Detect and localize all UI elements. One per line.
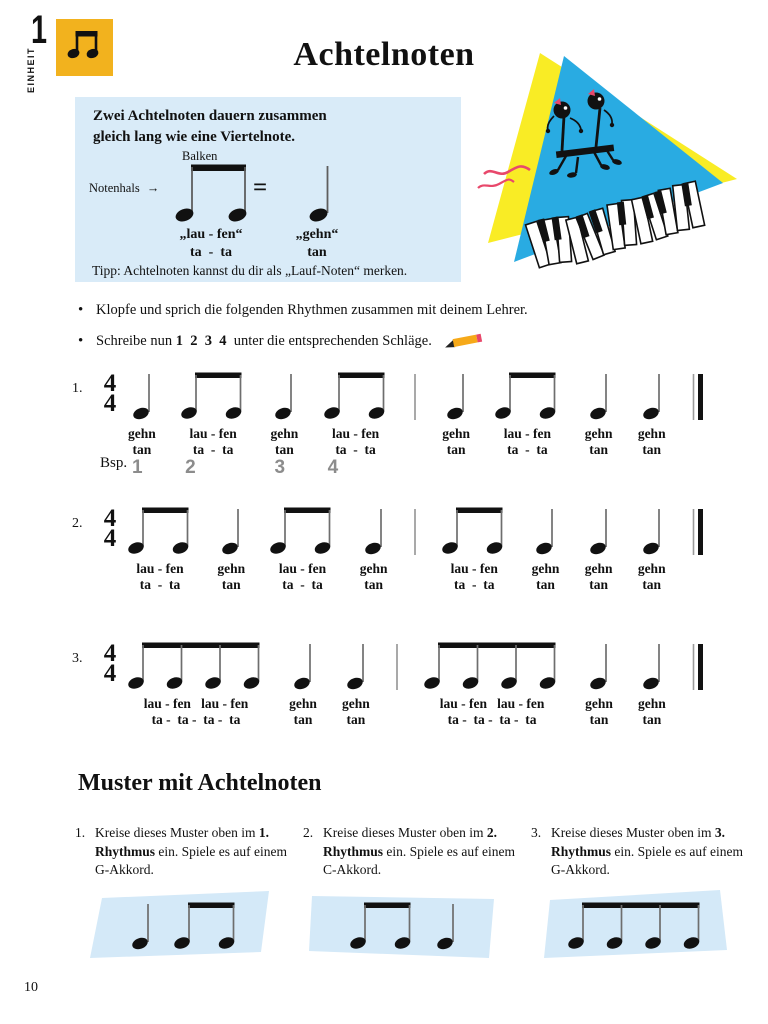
- final-group: [691, 641, 704, 727]
- eighth-note-pair-icon: [128, 506, 192, 556]
- barline-group: [413, 371, 417, 478]
- quarter-group: gehn tan 1: [128, 371, 156, 478]
- info-heading-line2: gleich lang wie eine Viertelnote.: [93, 129, 296, 145]
- bullet-2: • Schreibe nun 1 2 3 4 unter die entsprechenden Schläge.: [78, 329, 698, 353]
- quarter-note-icon: [291, 641, 315, 691]
- quarter-note-icon: [640, 641, 664, 691]
- muster-pattern-1: [88, 886, 278, 966]
- quarter-group: gehn tan: [585, 371, 613, 478]
- time-signature: 4 4: [103, 640, 117, 687]
- page-number: 10: [24, 980, 38, 995]
- pair-group: lau - fen ta - ta: [270, 506, 334, 592]
- four-eighth-notes-icon: [424, 641, 560, 691]
- instructions: [78, 300, 698, 362]
- pair-syllables: ta - ta: [190, 245, 232, 260]
- balken-label: Balken: [182, 149, 218, 163]
- arrow-icon: →: [146, 181, 160, 195]
- final-group: [691, 371, 704, 478]
- bullet-icon: •: [78, 302, 84, 318]
- quarter-group: gehn tan: [585, 506, 613, 592]
- quarter-group: gehn tan: [638, 371, 666, 478]
- pencil-icon: [442, 331, 484, 355]
- quarter-group: gehn tan: [342, 641, 370, 727]
- equals-sign: =: [253, 174, 268, 201]
- muster-instruction-3: 3. Kreise dieses Muster oben im 3. Rhythmus ein. Spiele es auf einem G-Akkord.: [531, 825, 743, 877]
- running-notes-illustration: [476, 26, 768, 278]
- rhythm-row-2: [72, 506, 704, 616]
- pair-group: lau - fen ta - ta: [442, 506, 506, 592]
- quarter-group: gehn tan: [289, 641, 317, 727]
- four-eighth-notes-icon: [128, 641, 264, 691]
- quarter-group: gehn tan: [638, 641, 666, 727]
- rhythm-row-3: [72, 641, 704, 751]
- final-barline-icon: [691, 644, 704, 690]
- time-signature: 4 4: [103, 505, 117, 552]
- rhythm-number: 3.: [72, 651, 83, 666]
- pair-group: lau - fen ta - ta 2: [181, 371, 245, 478]
- rhythm-number: 2.: [72, 516, 83, 531]
- quarter-group: gehn tan: [638, 506, 666, 592]
- quarter-note-icon: [640, 506, 664, 556]
- barline-group: [395, 641, 399, 727]
- barline-icon: [413, 374, 417, 420]
- eighth-note-pair-icon: [270, 506, 334, 556]
- eighth-note-pair-icon: [495, 371, 559, 421]
- final-barline-icon: [691, 509, 704, 555]
- bullet-icon: •: [78, 333, 84, 349]
- bsp-label: Bsp.: [100, 455, 128, 471]
- quarter-group: gehn tan: [442, 371, 470, 478]
- quarter-lyric: „gehn“: [295, 227, 339, 242]
- pair-group: lau - fen ta - ta: [495, 371, 559, 478]
- final-group: [691, 506, 704, 592]
- barline-group: [413, 506, 417, 592]
- barline-icon: [395, 644, 399, 690]
- quarter-note-diagram: [305, 163, 333, 230]
- muster-pattern-2: [308, 886, 498, 966]
- four-group: lau - fen lau - fen ta - ta - ta - ta: [424, 641, 560, 727]
- quarter-note-icon: [130, 371, 154, 421]
- quarter-note-icon: [533, 506, 557, 556]
- muster-instruction-2: 2. Kreise dieses Muster oben im 2. Rhythmus ein. Spiele es auf einem C-Akkord.: [303, 825, 515, 877]
- quarter-group: gehn tan: [360, 506, 388, 592]
- quarter-note-icon: [587, 371, 611, 421]
- tip-text: Tipp: Achtelnoten kannst du dir als „Lauf-Noten“ merken.: [92, 263, 408, 278]
- pair-group: lau - fen ta - ta 4: [324, 371, 388, 478]
- unit-number: 1: [31, 8, 48, 52]
- quarter-group: gehn tan: [585, 641, 613, 727]
- eighth-note-pair-icon: [181, 371, 245, 421]
- page-title: Achtelnoten: [293, 36, 475, 73]
- info-box: [75, 97, 461, 282]
- quarter-group: gehn tan 3: [270, 371, 298, 478]
- muster-instruction-1: 1. Kreise dieses Muster oben im 1. Rhythmus ein. Spiele es auf einem G-Akkord.: [75, 825, 287, 877]
- muster-pattern-3: [540, 886, 730, 966]
- four-group: lau - fen lau - fen ta - ta - ta - ta: [128, 641, 264, 727]
- eighth-note-pair-icon: [442, 506, 506, 556]
- barline-icon: [413, 509, 417, 555]
- quarter-note-icon: [362, 506, 386, 556]
- time-signature: 4 4: [103, 370, 117, 417]
- info-heading-line1: Zwei Achtelnoten dauern zusammen: [93, 108, 327, 124]
- pair-lyric: „lau - fen“: [179, 227, 243, 242]
- quarter-note-icon: [640, 371, 664, 421]
- quarter-group: gehn tan: [532, 506, 560, 592]
- quarter-note-icon: [344, 641, 368, 691]
- final-barline-icon: [691, 374, 704, 420]
- quarter-note-icon: [587, 506, 611, 556]
- bullet-1: • Klopfe und sprich die folgenden Rhythmen zusammen mit deinem Lehrer.: [78, 302, 528, 318]
- quarter-note-icon: [272, 371, 296, 421]
- quarter-group: gehn tan: [217, 506, 245, 592]
- beamed-eighth-notes-icon: [67, 29, 103, 66]
- pair-group: lau - fen ta - ta: [128, 506, 192, 592]
- quarter-syllable: tan: [307, 245, 327, 260]
- rhythm-number: 1.: [72, 381, 83, 396]
- unit-icon-box: [56, 19, 113, 76]
- section-heading: Muster mit Achtelnoten: [78, 770, 322, 796]
- unit-label: EINHEIT: [26, 47, 36, 94]
- quarter-note-icon: [219, 506, 243, 556]
- quarter-note-icon: [587, 641, 611, 691]
- quarter-note-icon: [444, 371, 468, 421]
- rhythm-row-1: [72, 371, 704, 481]
- eighth-note-pair-icon: [324, 371, 388, 421]
- beamed-pair-diagram: [175, 163, 251, 230]
- notenhals-label: Notenhals →: [89, 181, 160, 195]
